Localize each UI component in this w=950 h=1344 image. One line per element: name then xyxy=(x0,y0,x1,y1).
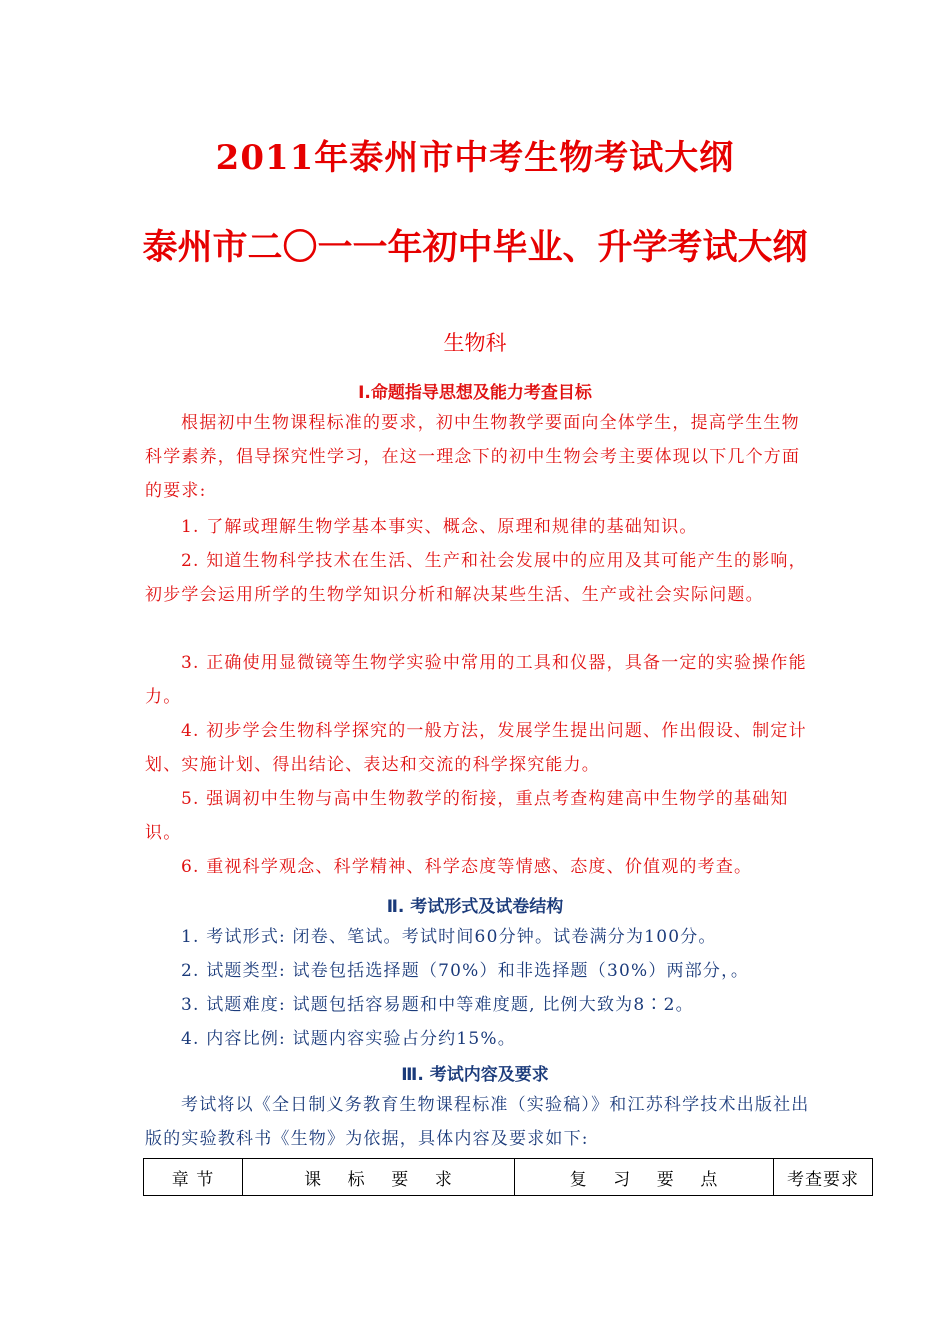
section1-item-5: 5. 强调初中生物与高中生物教学的衔接，重点考查构建高中生物学的基础知识。 xyxy=(145,789,789,843)
subject-label: 生物科 xyxy=(443,331,507,355)
section2-heading: Ⅱ. 考试形式及试卷结构 xyxy=(386,897,564,917)
document-title: 2011年泰州市中考生物考试大纲 xyxy=(215,138,735,178)
section1-intro: 根据初中生物课程标准的要求，初中生物教学要面向全体学生，提高学生生物科学素养，倡导探究性学习，在这一理念下的初中生物会考主要体现以下几个方面的要求: xyxy=(145,413,801,501)
table-header-chapter: 章 节 xyxy=(144,1159,243,1195)
table-header-review-points: 复 习 要 点 xyxy=(515,1159,774,1195)
section2-item-1: 1. 考试形式: 闭卷、笔试。考试时间60分钟。试卷满分为100分。 xyxy=(181,927,717,947)
section2-item-2: 2. 试题类型: 试卷包括选择题（70%）和非选择题（30%）两部分，。 xyxy=(181,961,750,981)
content-table-header xyxy=(143,1158,873,1196)
table-header-standard: 课 标 要 求 xyxy=(243,1159,515,1195)
section3-heading: Ⅲ. 考试内容及要求 xyxy=(401,1065,549,1085)
section1-item-4: 4. 初步学会生物科学探究的一般方法，发展学生提出问题、作出假设、制定计划、实施计划、得出结论、表达和交流的科学探究能力。 xyxy=(145,721,807,775)
table-header-requirement: 考查要求 xyxy=(787,1169,859,1190)
section1-item-6: 6. 重视科学观念、科学精神、科学态度等情感、态度、价值观的考查。 xyxy=(181,857,753,877)
section1-item-1: 1. 了解或理解生物学基本事实、概念、原理和规律的基础知识。 xyxy=(181,517,698,537)
section3-intro: 考试将以《全日制义务教育生物课程标准（实验稿）》和江苏科学技术出版社出版的实验教科书《生物》为依据，具体内容及要求如下: xyxy=(145,1095,810,1149)
section2-item-4: 4. 内容比例: 试题内容实验占分约15%。 xyxy=(181,1029,516,1049)
section1-heading: Ⅰ.命题指导思想及能力考查目标 xyxy=(358,383,592,403)
section2-item-3: 3. 试题难度: 试题包括容易题和中等难度题, 比例大致为8∶2。 xyxy=(181,995,694,1015)
section1-item-2: 2. 知道生物科学技术在生活、生产和社会发展中的应用及其可能产生的影响，初步学会运用所学的生物学知识分析和解决某些生活、生产或社会实际问题。 xyxy=(145,551,807,605)
main-title: 泰州市二〇一一年初中毕业、升学考试大纲 xyxy=(142,228,808,268)
section1-item-3: 3. 正确使用显微镜等生物学实验中常用的工具和仪器，具备一定的实验操作能力。 xyxy=(145,653,807,707)
